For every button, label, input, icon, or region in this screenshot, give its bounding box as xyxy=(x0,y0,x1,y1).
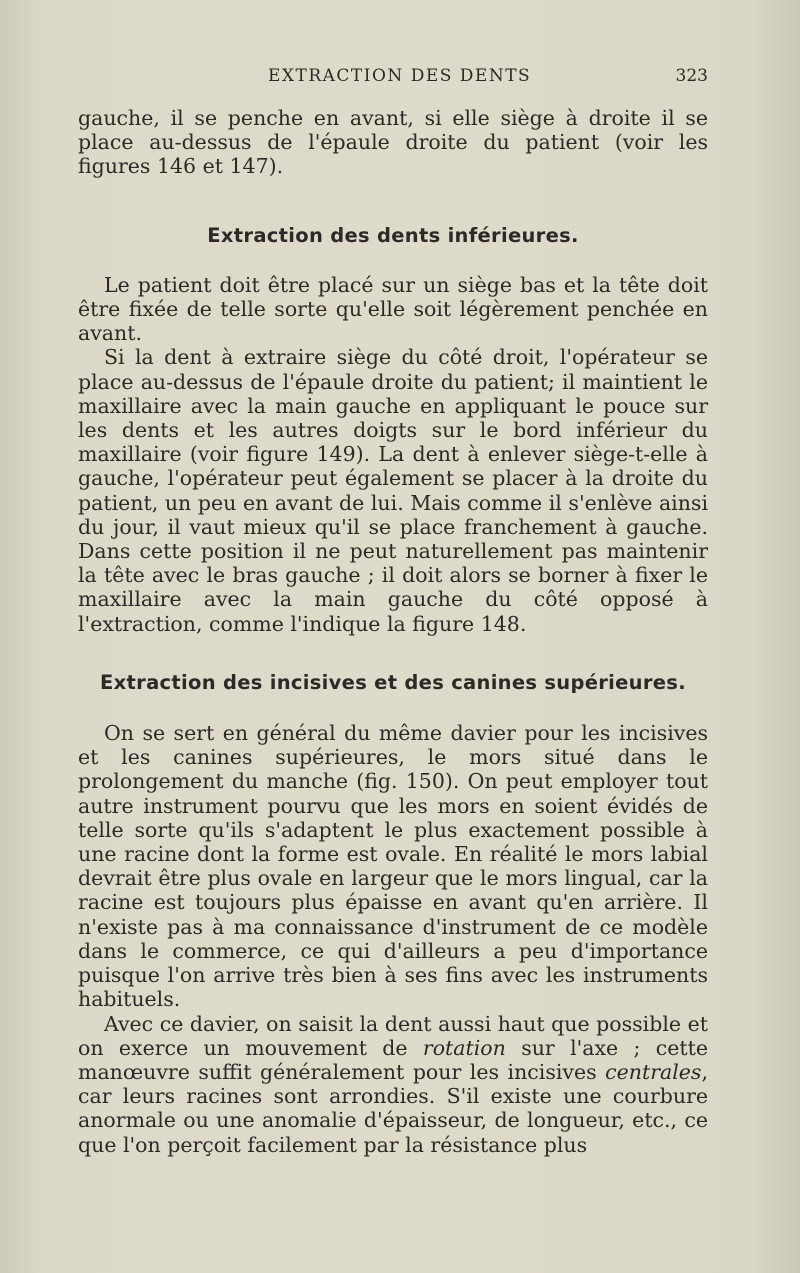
paragraph-rotation xyxy=(78,1012,708,1157)
paragraph-continued: gauche, il se penche en avant, si elle siège à droite il se place au-dessus de l'épaule droite du patient (voir les figures 146 et 147). xyxy=(78,106,708,179)
text-run: , car leurs racines sont arrondies. S'il existe une courbure anormale ou une anomalie d'épaisseur, de longueur, etc., ce que l'on perçoit facilement par la résistance plus xyxy=(78,1059,708,1157)
page-number: 323 xyxy=(675,66,708,86)
paragraph-forceps: On se sert en général du même davier pour les incisives et les canines supérieures, le mors situé dans le prolongement du manche (fig. 150). On peut employer tout autre instrument pourvu que les mors en soient évidés de telle sorte qu'ils s'adaptent le plus exactement possible à une racine dont la forme est ovale. En réalité le mors labial devrait être plus ovale en largeur que le mors lingual, car la racine est toujours plus épaisse en avant qu'en arrière. Il n'existe pas à ma connaissance d'instrument de ce modèle dans le commerce, ce qui d'ailleurs a peu d'importance puisque l'on arrive très bien à ses fins avec les instruments habituels. xyxy=(78,721,708,1012)
text-run: sur l'axe ; cette manœuvre suffit généralement pour les incisives xyxy=(78,1035,709,1084)
paragraph-patient-position: Le patient doit être placé sur un siège bas et la tête doit être fixée de telle sorte qu'elle soit légèrement penchée en avant. xyxy=(78,272,708,346)
paragraph-operator-position: Si la dent à extraire siège du côté droit, l'opérateur se place au-dessus de l'épaule droite du patient; il maintient le maxillaire avec la main gauche en appliquant le pouce sur les dents et les autres doigts sur le bord inférieur du maxillaire (voir figure 149). La dent à enlever siège-t-elle à gauche, l'opérateur peut également se placer à la droite du patient, un peu en avant de lui. Mais comme il s'enlève ainsi du jour, il vaut mieux qu'il se place franchement à gauche. Dans cette position il ne peut naturellement pas maintenir la tête avec le bras gauche ; il doit alors se borner à fixer le maxillaire avec la main gauche du côté opposé à l'extraction, comme l'indique la figure 148. xyxy=(78,345,708,636)
page-body xyxy=(78,106,708,1157)
section-heading-upper-incisors-canines: Extraction des incisives et des canines supérieures. xyxy=(100,670,686,694)
running-title: EXTRACTION DES DENTS xyxy=(268,66,532,86)
page-header xyxy=(78,66,708,92)
section-heading-lower-teeth: Extraction des dents inférieures. xyxy=(207,223,579,247)
text-run: Avec ce davier, on saisit la dent aussi haut que possible et on exerce un mouvement de xyxy=(78,1011,708,1060)
emphasis-centrales: centrales xyxy=(605,1059,702,1084)
emphasis-rotation: rotation xyxy=(422,1035,506,1060)
